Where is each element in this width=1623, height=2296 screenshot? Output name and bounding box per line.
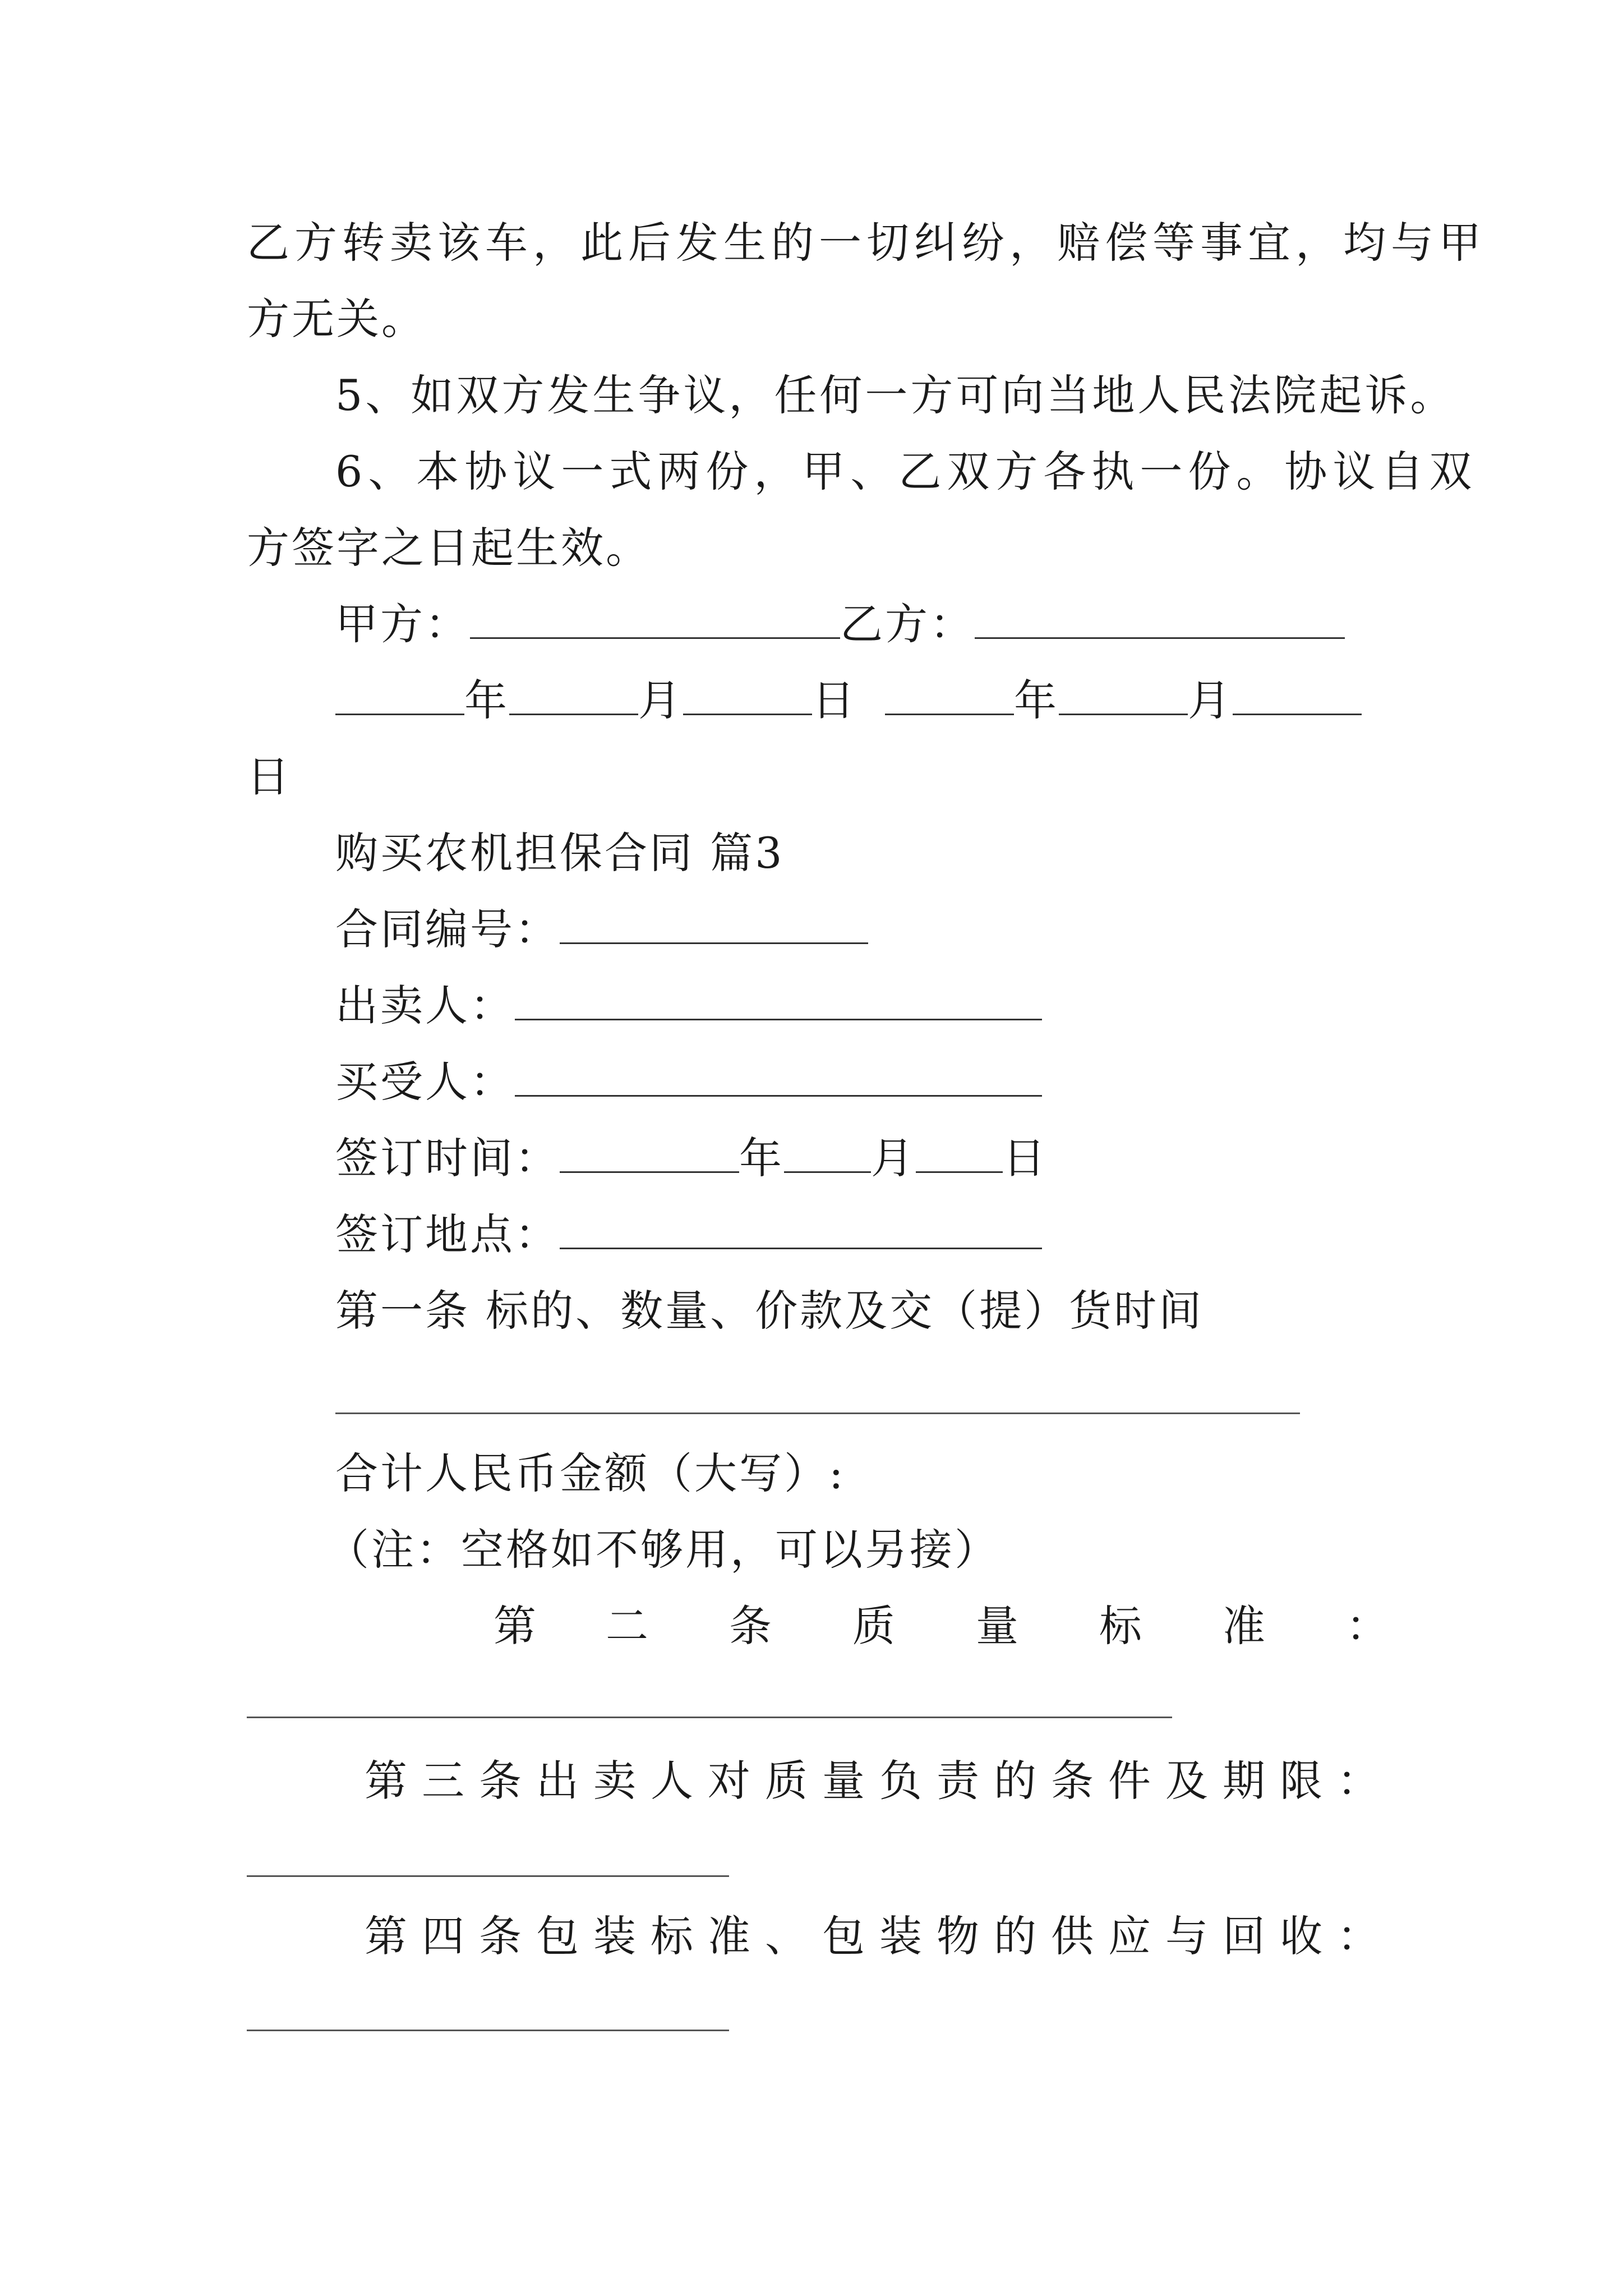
article4-blank-line	[247, 2030, 729, 2031]
contract3-title: 购买农机担保合同 篇3	[335, 828, 785, 878]
sign-place-row	[335, 1207, 1042, 1263]
seller-row	[335, 978, 1042, 1034]
sign-month-blank	[784, 1134, 871, 1173]
article2-char: ：	[1346, 1601, 1391, 1651]
sign-day-label: 日	[1003, 1133, 1048, 1183]
date-a-month-label: 月	[638, 675, 683, 725]
date-b-year-label: 年	[1014, 675, 1059, 725]
clause4-line1: 乙方转卖该车，此后发生的一切纠纷，赔偿等事宜，均与甲	[247, 218, 1486, 268]
date-b-year-blank	[885, 677, 1014, 715]
date-b-month-label: 月	[1188, 675, 1233, 725]
total-amount: 合计人民币金额（大写）:	[335, 1448, 846, 1498]
buyer-row	[335, 1054, 1042, 1110]
sign-day-blank	[916, 1134, 1003, 1173]
sign-year-blank	[560, 1134, 739, 1173]
article2-heading	[0, 1598, 1623, 1654]
buyer-blank	[515, 1058, 1042, 1097]
article1-blank-line	[335, 1412, 1300, 1414]
sign-year-label: 年	[739, 1133, 784, 1183]
date-a-day-blank	[683, 677, 812, 715]
clause6-line2: 方签字之日起生效。	[247, 523, 651, 573]
clause6-line1: 6、本协议一式两份，甲、乙双方各执一份。协议自双	[335, 447, 1478, 496]
date-b-month-blank	[1059, 677, 1188, 715]
article2-char: 标	[1099, 1601, 1144, 1651]
signature-parties	[335, 596, 1345, 652]
sign-time-label: 签订时间：	[335, 1133, 560, 1183]
date-b-day-label: 日	[247, 752, 292, 802]
sign-place-label: 签订地点：	[335, 1209, 560, 1259]
article1: 第一条 标的、数量、价款及交（提）货时间	[335, 1286, 1204, 1336]
party-b-label: 乙方：	[840, 599, 975, 649]
buyer-label: 买受人：	[335, 1057, 515, 1107]
party-a-blank	[470, 600, 840, 639]
date-b-day-blank	[1233, 677, 1362, 715]
article2-blank-line	[247, 1717, 1172, 1718]
article3: 第三条出卖人对质量负责的条件及期限：	[365, 1756, 1394, 1806]
seller-blank	[515, 982, 1042, 1020]
contract-number-blank	[560, 905, 868, 944]
contract-number-row	[335, 901, 868, 958]
sign-place-blank	[560, 1211, 1042, 1249]
party-b-blank	[975, 600, 1345, 639]
article2-char: 准	[1223, 1601, 1267, 1651]
party-a-label: 甲方：	[335, 599, 470, 649]
clause5: 5、如双方发生争议，任何一方可向当地人民法院起诉。	[335, 370, 1456, 420]
article2-char: 量	[976, 1601, 1021, 1651]
sign-time-row	[335, 1130, 1048, 1186]
article2-char: 第	[494, 1601, 538, 1651]
date-a-year-label: 年	[464, 675, 509, 725]
seller-label: 出卖人：	[335, 981, 515, 1030]
note: （注：空格如不够用，可以另接）	[326, 1525, 999, 1575]
article2-char: 二	[606, 1601, 651, 1651]
contract-number-label: 合同编号：	[335, 904, 560, 954]
signature-dates	[335, 673, 1362, 729]
article4: 第四条包装标准、包装物的供应与回收：	[365, 1911, 1394, 1961]
article3-blank-line	[247, 1875, 729, 1877]
date-a-month-blank	[509, 677, 638, 715]
clause4-line2: 方无关。	[247, 294, 426, 344]
article2-char: 质	[852, 1601, 897, 1651]
article2-char: 条	[729, 1601, 774, 1651]
sign-month-label: 月	[871, 1133, 916, 1183]
date-a-day-label: 日	[812, 675, 857, 725]
date-a-year-blank	[335, 677, 464, 715]
